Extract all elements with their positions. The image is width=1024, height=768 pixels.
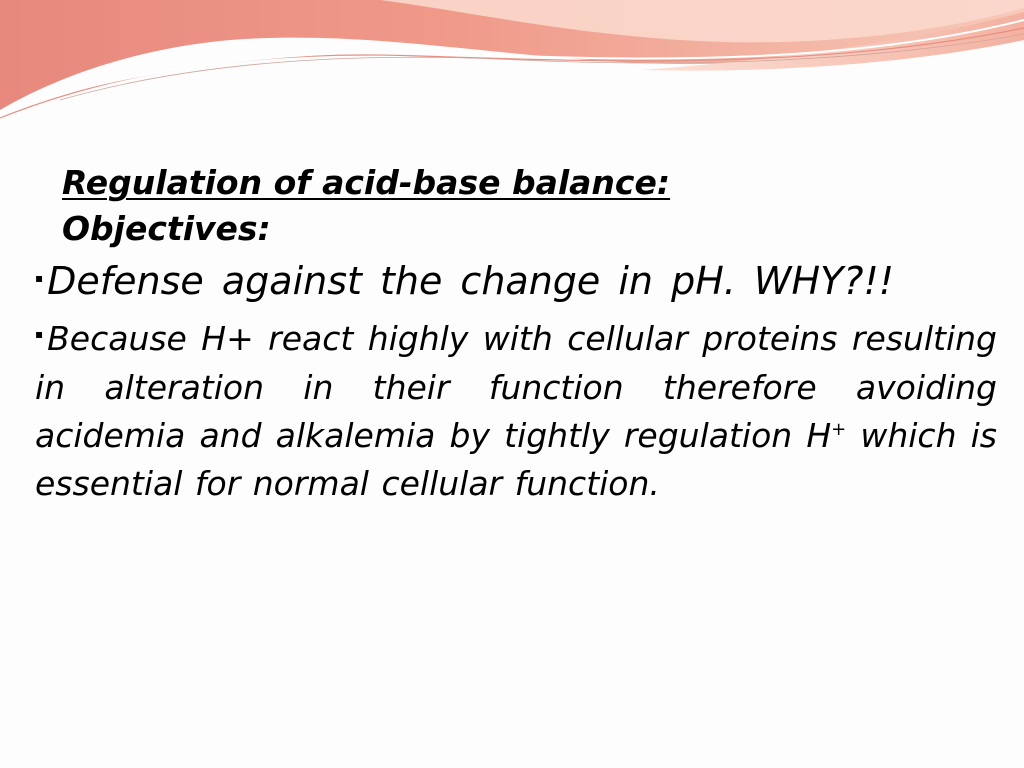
bullet-text-continued: which is essential for normal cellular function. <box>35 416 997 503</box>
bullet-list <box>35 256 997 508</box>
bullet-item <box>35 256 997 309</box>
slide-title: Regulation of acid-base balance: <box>62 163 671 202</box>
bullet-text: Defense against the change in pH. WHY?!! <box>47 259 894 303</box>
slide-subtitle: Objectives: <box>62 209 271 248</box>
bullet-item <box>35 315 997 509</box>
superscript-plus: + <box>831 419 847 440</box>
title-block <box>62 160 962 252</box>
square-bullet-icon: ▪ <box>35 327 44 341</box>
bullet-text: Because H+ react highly with cellular proteins resulting in alteration in their function therefore avoiding acidemia and alkalemia by tightly regulation H <box>35 318 997 455</box>
decorative-banner <box>0 0 1024 125</box>
square-bullet-icon: ▪ <box>35 270 44 285</box>
